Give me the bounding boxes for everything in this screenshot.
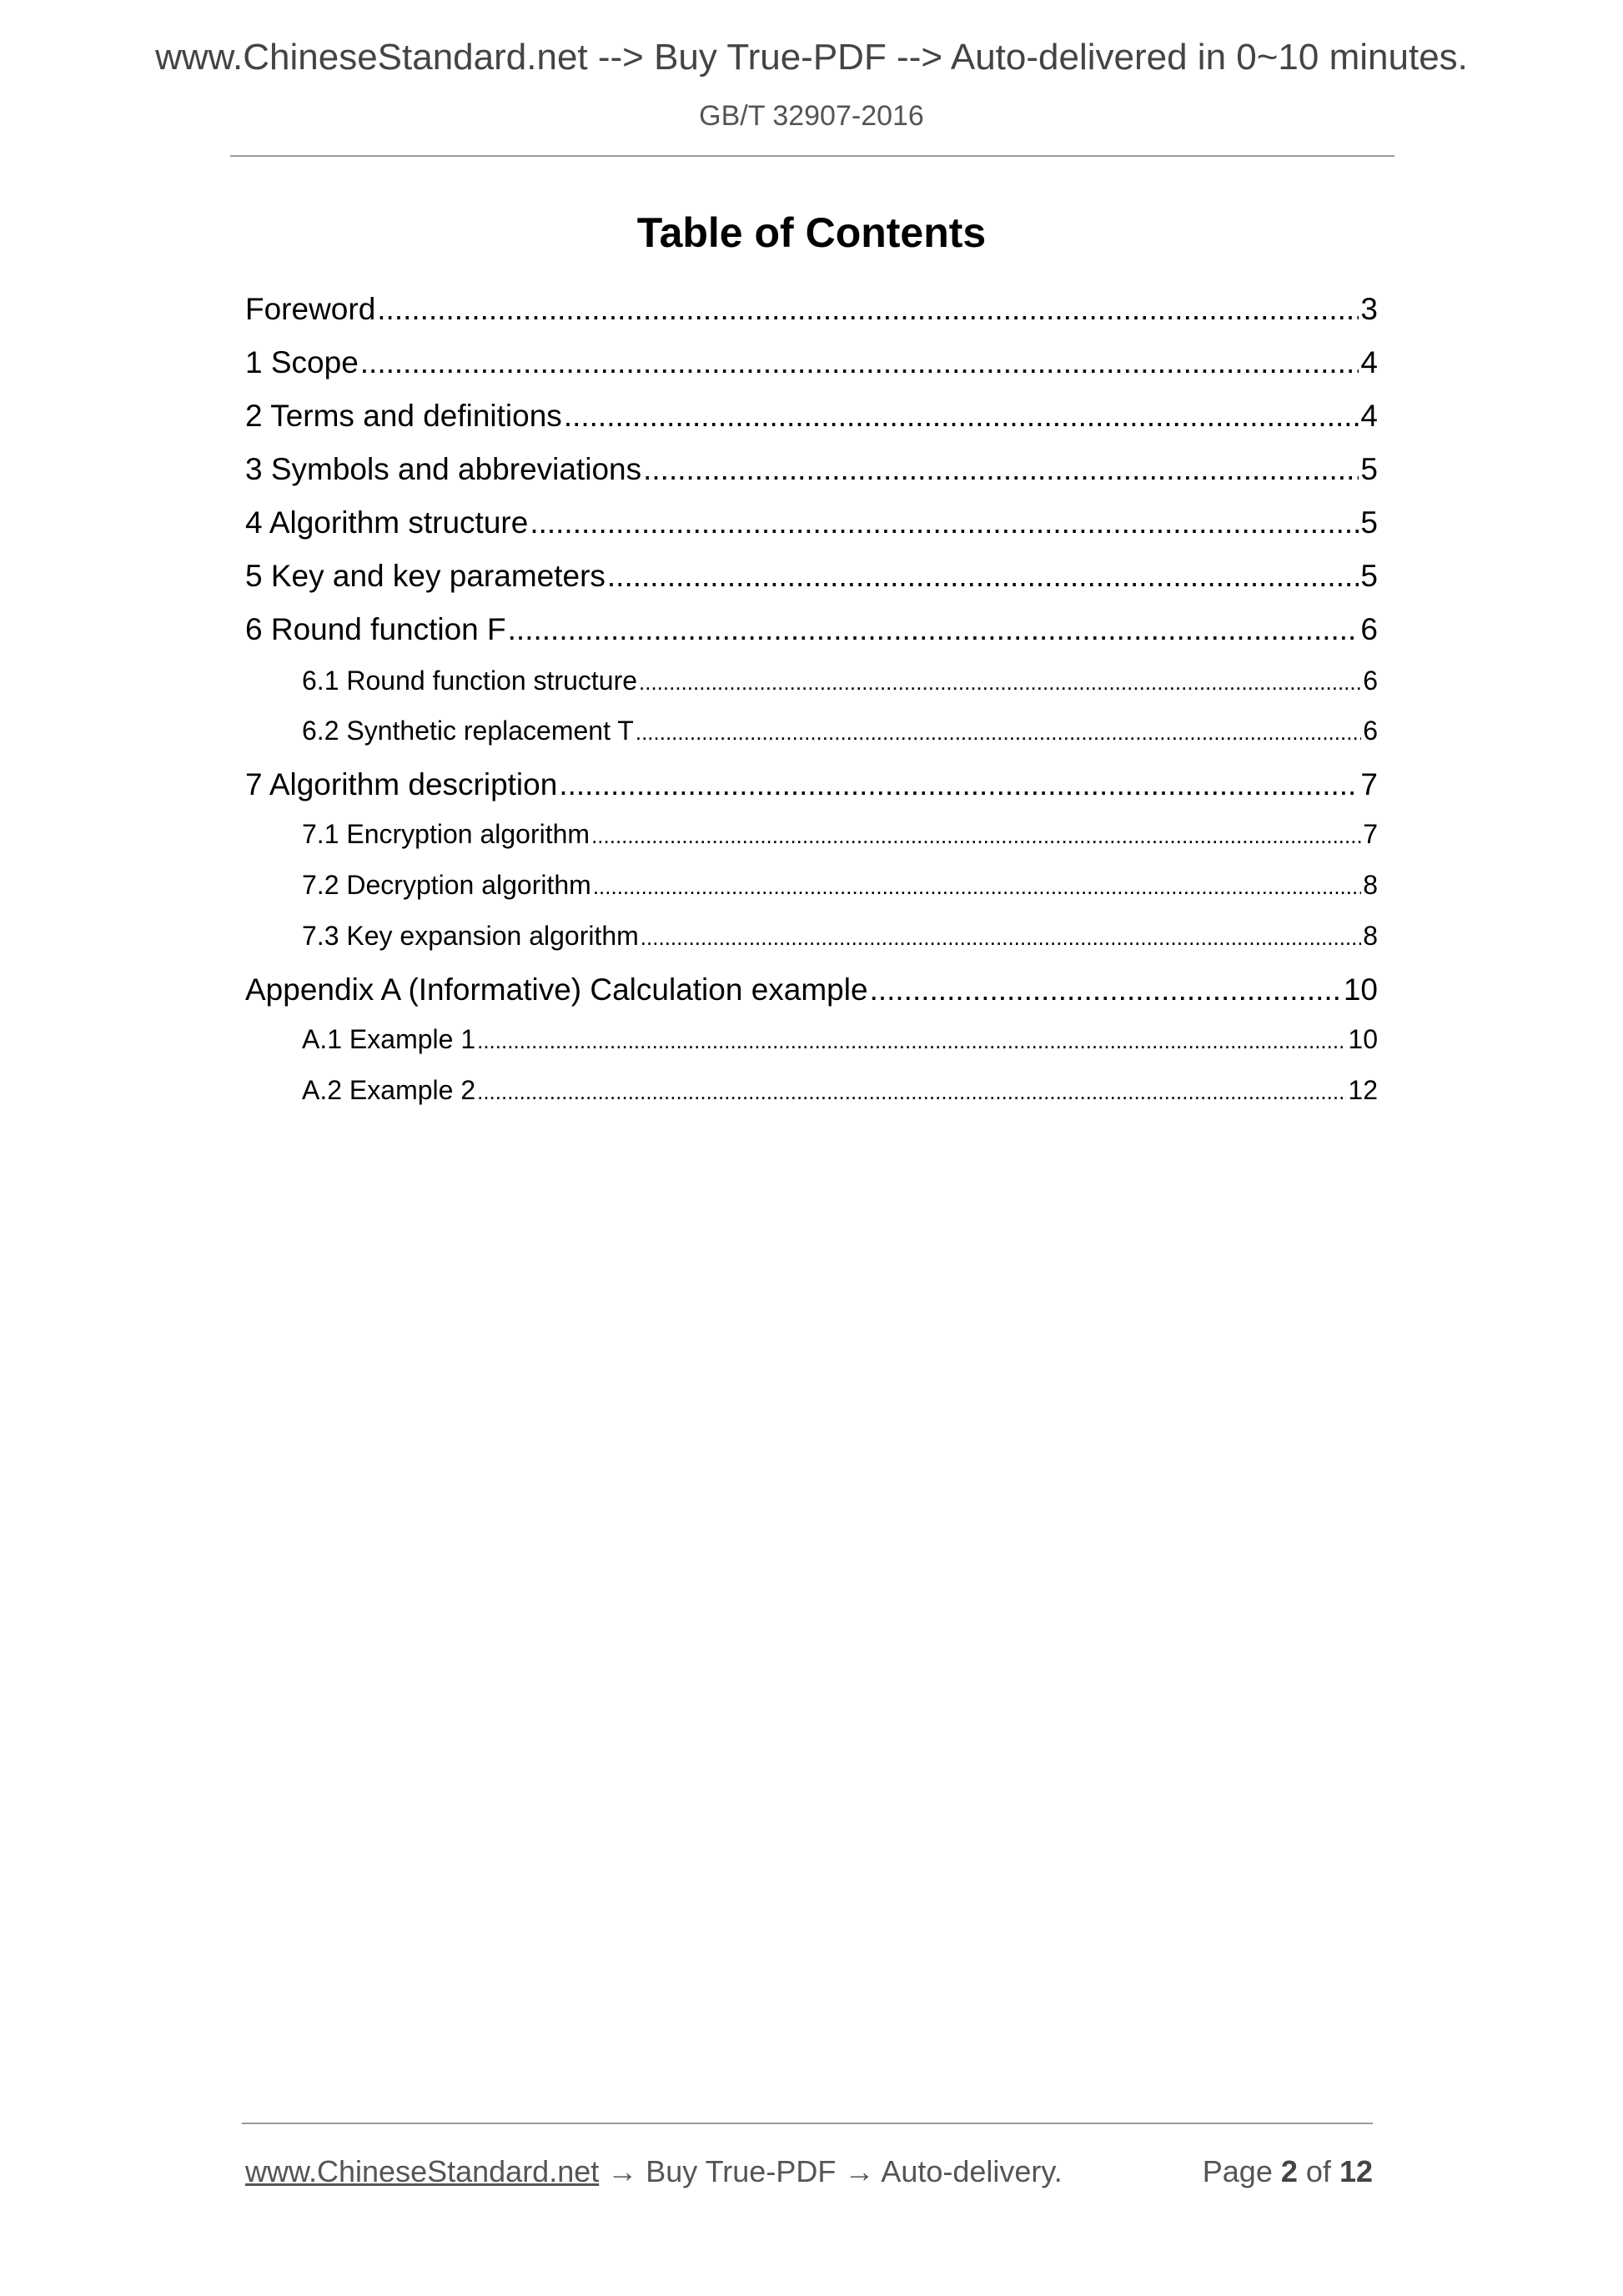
dot-leader xyxy=(530,505,1359,540)
toc-entry-example-2[interactable] xyxy=(245,1075,1378,1106)
toc-entry-label: 6.2 Synthetic replacement T xyxy=(302,716,634,746)
toc-entry-label: 7.3 Key expansion algorithm xyxy=(302,921,639,951)
dot-leader xyxy=(593,870,1361,901)
toc-entry-page: 5 xyxy=(1360,559,1378,593)
footer-promo xyxy=(245,2154,1063,2189)
dot-leader xyxy=(477,1024,1346,1055)
toc-entry-page: 5 xyxy=(1360,452,1378,486)
toc-entry-label: 7 Algorithm description xyxy=(245,767,558,801)
toc-entry-algorithm-description[interactable] xyxy=(245,767,1378,802)
page-indicator xyxy=(1203,2154,1373,2189)
toc-entry-page: 12 xyxy=(1348,1075,1378,1105)
dot-leader xyxy=(508,612,1359,647)
total-pages: 12 xyxy=(1339,2154,1373,2188)
toc-entry-label: 7.1 Encryption algorithm xyxy=(302,819,590,849)
dot-leader xyxy=(477,1075,1346,1106)
dot-leader xyxy=(639,666,1361,696)
dot-leader xyxy=(377,292,1359,327)
toc-entry-page: 10 xyxy=(1348,1024,1378,1054)
toc-entry-page: 7 xyxy=(1363,819,1378,849)
toc-entry-appendix-a[interactable] xyxy=(245,972,1378,1007)
toc-entry-key-parameters[interactable] xyxy=(245,559,1378,594)
toc-entry-page: 3 xyxy=(1360,292,1378,326)
toc-entry-label: A.1 Example 1 xyxy=(302,1024,476,1054)
page-title: Table of Contents xyxy=(636,209,987,256)
toc-entry-round-function[interactable] xyxy=(245,612,1378,647)
toc-entry-synthetic-replacement[interactable] xyxy=(245,716,1378,746)
dot-leader xyxy=(636,716,1361,746)
toc-entry-page: 6 xyxy=(1363,716,1378,746)
toc-entry-algorithm-structure[interactable] xyxy=(245,505,1378,540)
page-label: Page xyxy=(1202,2154,1273,2188)
footer-divider xyxy=(242,2123,1373,2124)
toc-entry-page: 6 xyxy=(1363,666,1378,696)
dot-leader xyxy=(870,972,1342,1007)
toc-entry-example-1[interactable] xyxy=(245,1024,1378,1055)
page-of-label: of xyxy=(1305,2154,1331,2188)
toc-entry-encryption[interactable] xyxy=(245,819,1378,850)
dot-leader xyxy=(643,452,1359,487)
toc-entry-page: 4 xyxy=(1360,399,1378,433)
toc-entry-label: A.2 Example 2 xyxy=(302,1075,476,1105)
toc-entry-page: 4 xyxy=(1360,345,1378,379)
dot-leader xyxy=(607,559,1359,594)
dot-leader xyxy=(641,921,1361,952)
toc-entry-label: 7.2 Decryption algorithm xyxy=(302,870,591,900)
site-link[interactable]: www.ChineseStandard.net xyxy=(245,2154,600,2188)
toc-entry-label: 3 Symbols and abbreviations xyxy=(245,452,642,486)
dot-leader xyxy=(591,819,1361,850)
dot-leader xyxy=(564,399,1359,434)
toc-entry-scope[interactable] xyxy=(245,345,1378,380)
toc-entry-label: 6 Round function F xyxy=(245,612,506,646)
current-page: 2 xyxy=(1280,2154,1298,2188)
toc-entry-foreword[interactable] xyxy=(245,292,1378,327)
toc-entry-label: 4 Algorithm structure xyxy=(245,505,529,540)
toc-entry-symbols[interactable] xyxy=(245,452,1378,487)
toc-entry-decryption[interactable] xyxy=(245,870,1378,901)
toc-entry-label: 5 Key and key parameters xyxy=(245,559,605,593)
dot-leader xyxy=(360,345,1359,380)
toc-entry-round-function-structure[interactable] xyxy=(245,666,1378,696)
toc-entry-page: 5 xyxy=(1360,505,1378,540)
footer-tagline: → Buy True-PDF → Auto-delivery. xyxy=(599,2154,1063,2188)
toc-entry-key-expansion[interactable] xyxy=(245,921,1378,952)
toc-entry-page: 8 xyxy=(1363,921,1378,951)
toc-entry-terms[interactable] xyxy=(245,399,1378,434)
toc-entry-label: Foreword xyxy=(245,292,376,326)
header-banner: www.ChineseStandard.net --> Buy True-PDF --> Auto-delivered in 0~10 minutes. xyxy=(155,37,1468,78)
toc-entry-label: 2 Terms and definitions xyxy=(245,399,562,433)
toc-entry-page: 8 xyxy=(1363,870,1378,900)
standard-code: GB/T 32907-2016 xyxy=(699,100,924,132)
dot-leader xyxy=(559,767,1359,802)
toc-entry-page: 6 xyxy=(1360,612,1378,646)
toc-entry-page: 10 xyxy=(1343,972,1378,1007)
toc-entry-label: 1 Scope xyxy=(245,345,359,379)
toc-entry-label: Appendix A (Informative) Calculation example xyxy=(245,972,868,1007)
toc-entry-label: 6.1 Round function structure xyxy=(302,666,638,696)
header-divider xyxy=(230,155,1394,157)
page-footer xyxy=(245,2154,1373,2189)
toc-entry-page: 7 xyxy=(1360,767,1378,801)
